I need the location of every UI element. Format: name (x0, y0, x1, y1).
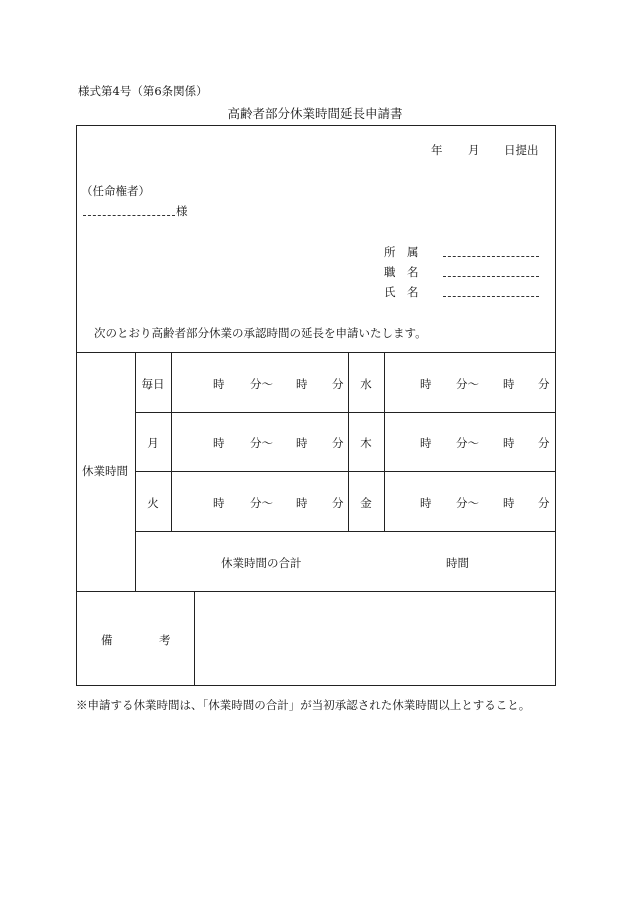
time-minute-to-label: 分 (538, 377, 550, 391)
right-day-col-divider (384, 352, 385, 531)
row-divider-2 (135, 471, 556, 472)
time-hour-to-label: 時 (503, 377, 515, 391)
total-hours-unit: 時間 (446, 556, 469, 570)
name-label: 氏 名 (384, 285, 419, 299)
row-divider-3 (135, 531, 556, 532)
form-number: 様式第4号（第6条関係） (78, 84, 208, 98)
time-hour-label: 時 (213, 436, 225, 450)
time-minute-from-label: 分～ (250, 496, 273, 510)
time-hour-to-label: 時 (503, 436, 515, 450)
job-title-blank-line (443, 276, 539, 277)
request-statement: 次のとおり高齢者部分休業の承認時間の延長を申請いたします。 (94, 326, 427, 340)
addressee-blank-line (83, 215, 175, 216)
time-minute-from-label: 分～ (456, 496, 479, 510)
time-hour-to-label: 時 (296, 436, 308, 450)
addressee-label: （任命権者） (81, 184, 150, 198)
time-hour-label: 時 (420, 496, 432, 510)
remarks-col-divider (194, 591, 195, 686)
addressee-honorific: 様 (176, 204, 188, 218)
table-top-rule (76, 352, 556, 353)
time-hour-to-label: 時 (296, 496, 308, 510)
form-frame (76, 125, 556, 686)
day-label-friday: 金 (360, 496, 372, 510)
job-title-label: 職 名 (384, 265, 419, 279)
time-minute-from-label: 分～ (456, 436, 479, 450)
time-hour-label: 時 (420, 436, 432, 450)
time-minute-to-label: 分 (332, 496, 344, 510)
day-label-everyday: 毎日 (141, 377, 165, 391)
time-minute-to-label: 分 (332, 377, 344, 391)
day-label-tuesday: 火 (147, 496, 159, 510)
time-minute-from-label: 分～ (250, 377, 273, 391)
time-minute-to-label: 分 (538, 436, 550, 450)
day-label-wednesday: 水 (360, 377, 372, 391)
document-title: 高齢者部分休業時間延長申請書 (227, 106, 403, 121)
row-divider-1 (135, 412, 556, 413)
remarks-top-rule (76, 591, 556, 592)
footnote: ※申請する休業時間は、「休業時間の合計」が当初承認された休業時間以上とすること。 (76, 698, 531, 712)
time-minute-to-label: 分 (332, 436, 344, 450)
left-day-col-divider (171, 352, 172, 531)
time-hour-to-label: 時 (296, 377, 308, 391)
day-label-thursday: 木 (360, 436, 372, 450)
time-minute-from-label: 分～ (456, 377, 479, 391)
remarks-label-a: 備 (101, 633, 113, 647)
time-hour-label: 時 (213, 377, 225, 391)
affiliation-label: 所 属 (384, 245, 419, 259)
date-year-label: 年 (431, 143, 443, 157)
date-submit-label: 日提出 (504, 143, 539, 157)
time-minute-from-label: 分～ (250, 436, 273, 450)
remarks-label-b: 考 (159, 633, 171, 647)
schedule-row-header: 休業時間 (82, 464, 128, 478)
name-blank-line (443, 296, 539, 297)
time-minute-to-label: 分 (538, 496, 550, 510)
total-hours-label: 休業時間の合計 (221, 556, 302, 570)
time-hour-to-label: 時 (503, 496, 515, 510)
day-label-monday: 月 (147, 436, 159, 450)
date-month-label: 月 (468, 143, 480, 157)
time-hour-label: 時 (213, 496, 225, 510)
time-hour-label: 時 (420, 377, 432, 391)
affiliation-blank-line (443, 256, 539, 257)
